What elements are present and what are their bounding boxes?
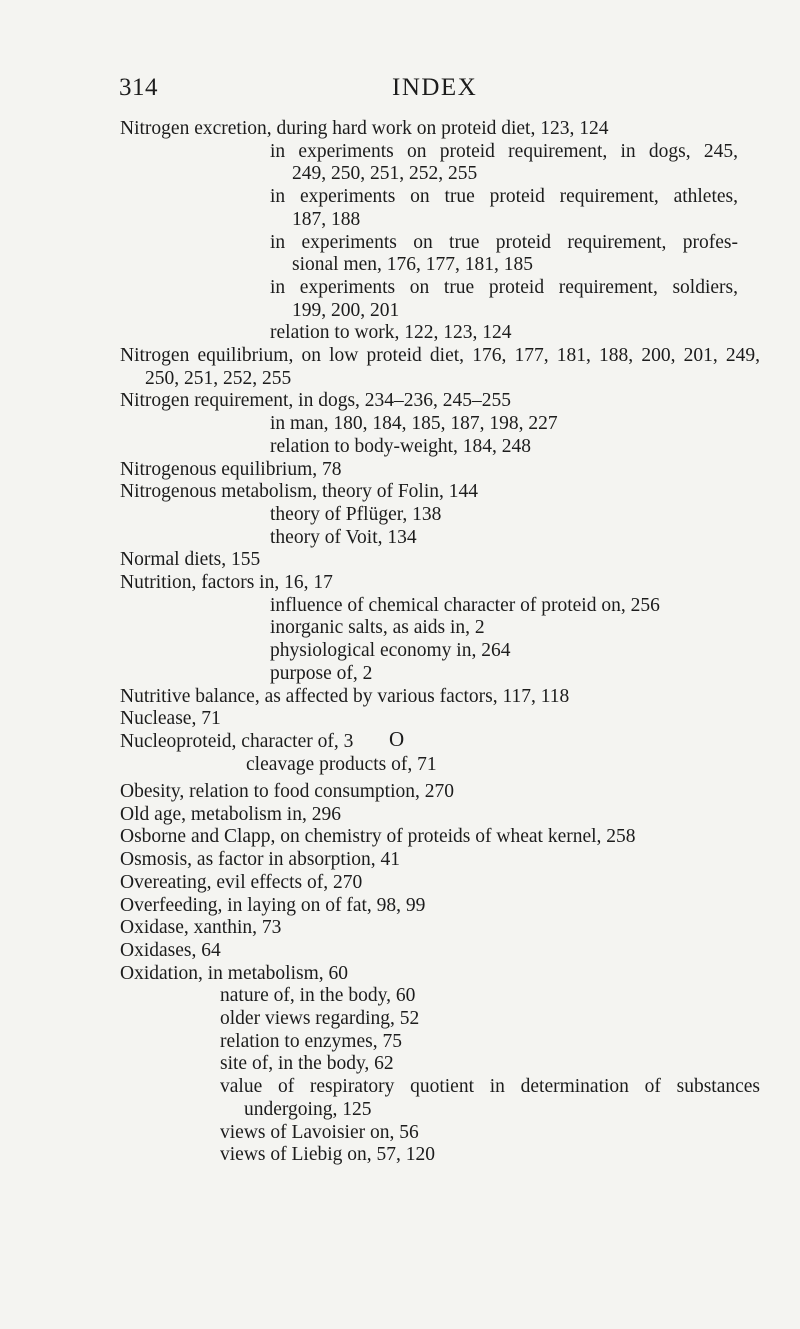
index-entry: Nuclease, 71: [120, 708, 221, 730]
index-entry: Old age, metabolism in, 296: [120, 803, 341, 825]
index-section-o: [120, 781, 760, 1167]
index-subentry: purpose of, 2: [270, 662, 373, 684]
index-entry: Nutritive balance, as affected by various factors, 117, 118: [120, 685, 570, 707]
index-entry: Nutrition, factors in, 16, 17: [120, 572, 333, 594]
index-subentry: relation to enzymes, 75: [220, 1030, 402, 1052]
index-subentry-continuation: 187, 188: [292, 208, 361, 230]
index-entry: Nucleoproteid, character of, 3: [120, 730, 354, 752]
index-entry: Nitrogen equilibrium, on low proteid diet, 176, 177, 181, 188, 200, 201, 249,: [120, 345, 760, 367]
index-entry: Osmosis, as factor in absorption, 41: [120, 849, 401, 871]
index-entry: Obesity, relation to food consumption, 270: [120, 781, 454, 802]
index-subentry: in experiments on proteid requirement, in dogs, 245,: [270, 140, 738, 162]
index-subentry: site of, in the body, 62: [220, 1053, 394, 1075]
index-subentry-continuation: 199, 200, 201: [292, 299, 400, 321]
index-entry: Nitrogenous metabolism, theory of Folin, 144: [120, 481, 479, 503]
index-subentry: in experiments on true proteid requirement, soldiers,: [270, 276, 738, 298]
index-subentry: relation to work, 122, 123, 124: [270, 322, 512, 344]
index-entry: Nitrogen excretion, during hard work on proteid diet, 123, 124: [120, 118, 609, 139]
index-entry: Normal diets, 155: [120, 549, 261, 571]
index-subentry: views of Lavoisier on, 56: [220, 1121, 419, 1143]
section-letter-o: O: [389, 727, 405, 751]
index-entry: Oxidase, xanthin, 73: [120, 917, 282, 939]
index-subentry: older views regarding, 52: [220, 1008, 420, 1030]
index-subentry-continuation: 249, 250, 251, 252, 255: [292, 163, 478, 185]
index-subentry-continuation: undergoing, 125: [244, 1098, 372, 1120]
page-number: 314: [119, 74, 158, 101]
index-subentry: physiological economy in, 264: [270, 640, 511, 662]
index-entry: Overeating, evil effects of, 270: [120, 871, 363, 893]
index-subentry: theory of Voit, 134: [270, 526, 417, 548]
index-entry: Nitrogen requirement, in dogs, 234–236, 245–255: [120, 390, 512, 412]
index-subentry: views of Liebig on, 57, 120: [220, 1144, 436, 1166]
index-entry: Oxidation, in metabolism, 60: [120, 962, 349, 984]
index-subentry: cleavage products of, 71: [246, 753, 437, 775]
index-entry: Oxidases, 64: [120, 939, 221, 961]
index-entry: Nitrogenous equilibrium, 78: [120, 458, 342, 480]
index-section-n: [120, 118, 760, 776]
index-subentry: relation to body-weight, 184, 248: [270, 435, 532, 457]
index-subentry: in experiments on true proteid requirement, profes-: [270, 231, 738, 253]
index-subentry: influence of chemical character of proteid on, 256: [270, 594, 660, 616]
index-subentry: inorganic salts, as aids in, 2: [270, 617, 485, 639]
index-entry-continuation: 250, 251, 252, 255: [145, 367, 292, 389]
index-subentry: theory of Pflüger, 138: [270, 503, 442, 525]
index-subentry-continuation: sional men, 176, 177, 181, 185: [292, 254, 534, 276]
index-subentry: in man, 180, 184, 185, 187, 198, 227: [270, 413, 558, 435]
page-title: INDEX: [392, 74, 478, 101]
index-subentry: nature of, in the body, 60: [220, 985, 416, 1007]
index-entry: Overfeeding, in laying on of fat, 98, 99: [120, 894, 426, 916]
index-subentry: value of respiratory quotient in determination of substances: [220, 1076, 760, 1098]
index-subentry: in experiments on true proteid requirement, athletes,: [270, 186, 738, 208]
index-entry: Osborne and Clapp, on chemistry of proteids of wheat kernel, 258: [120, 826, 636, 848]
